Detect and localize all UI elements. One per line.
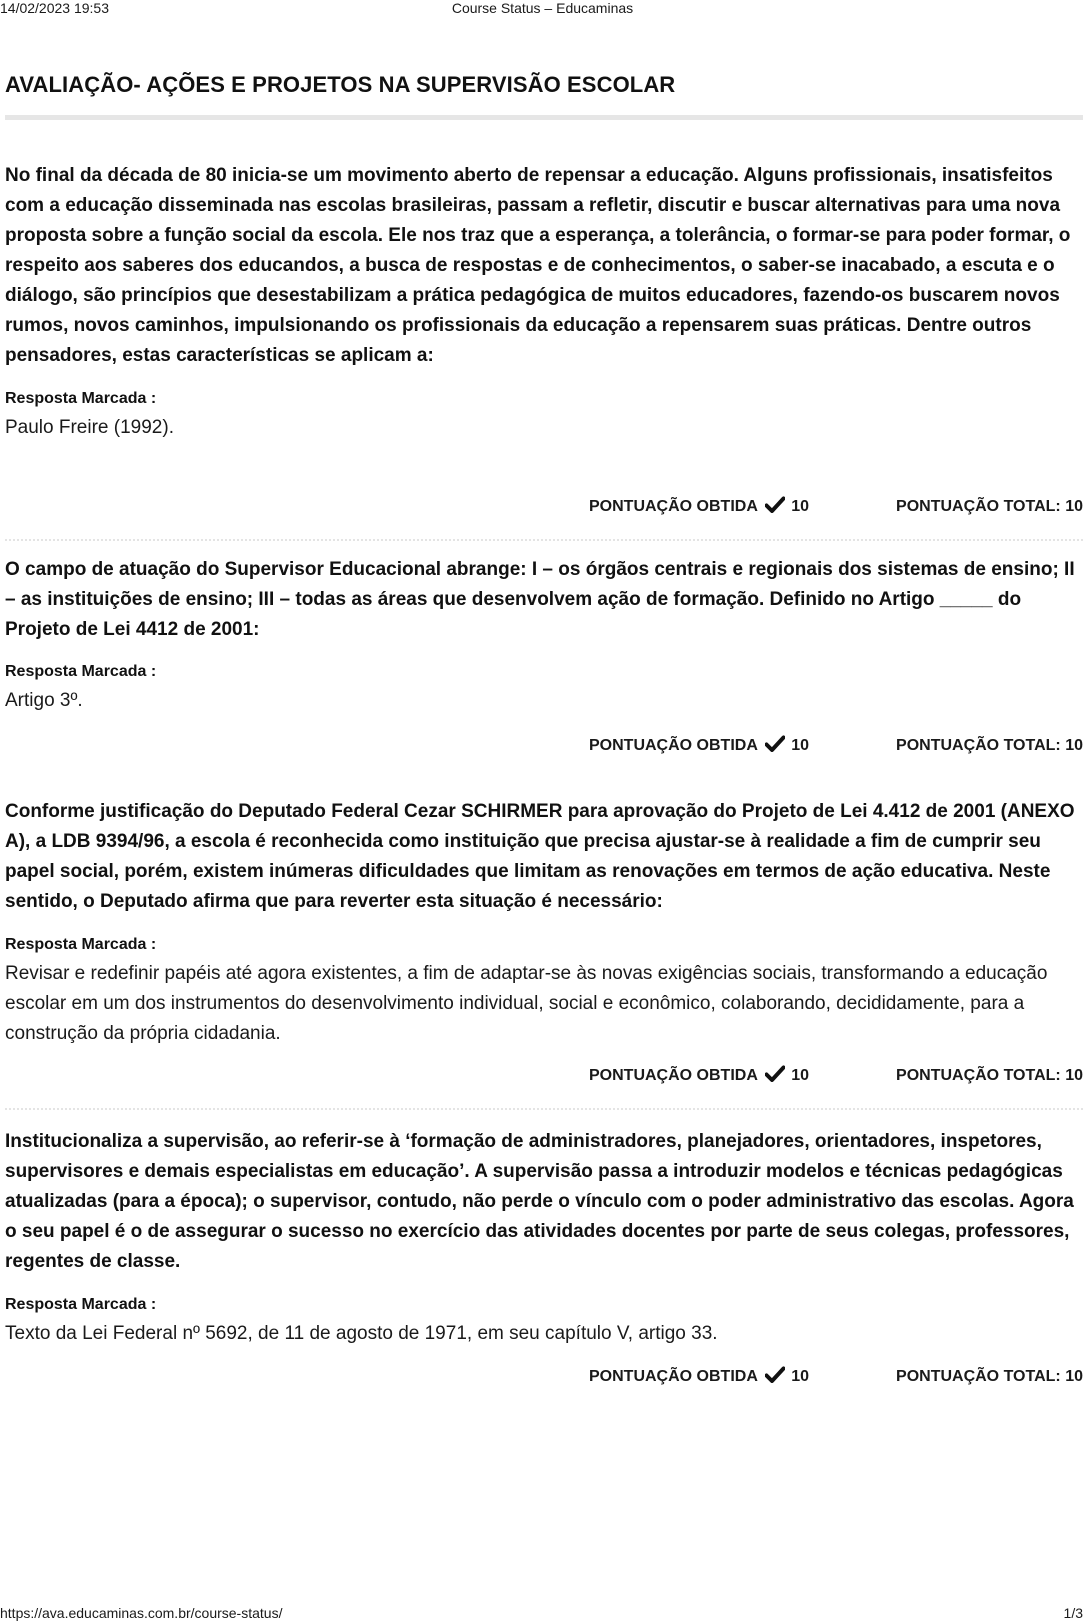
score-total-value: 10 — [1065, 1067, 1083, 1084]
answer-text: Texto da Lei Federal nº 5692, de 11 de agosto de 1971, em seu capítulo V, artigo 33. — [5, 1323, 718, 1344]
question-1 — [5, 161, 1085, 443]
answer-label: Resposta Marcada : — [5, 663, 157, 680]
score-obtained-value: 10 — [791, 737, 809, 754]
check-icon — [765, 1366, 785, 1383]
question-divider — [5, 1108, 1083, 1110]
score-row-2 — [5, 735, 1083, 759]
score-obtained-label: PONTUAÇÃO OBTIDA — [589, 1067, 758, 1084]
print-doc-title: Course Status – Educaminas — [451, 0, 634, 16]
score-total — [896, 1366, 1083, 1388]
answer-label: Resposta Marcada : — [5, 390, 157, 407]
score-total-value: 10 — [1065, 737, 1083, 754]
score-total-label: PONTUAÇÃO TOTAL: — [896, 1067, 1061, 1084]
score-obtained-value: 10 — [791, 498, 809, 515]
score-total-value: 10 — [1065, 498, 1083, 515]
question-text: Institucionaliza a supervisão, ao referir-se à ‘formação de administradores, planejadores, orientadores, inspetores, supervisores e demais especialistas em educação’. A supervisão passa a introduzir modelos e técnicas pedagógicas atualizadas (para a época); o supervisor, contudo, não perde o vínculo com o poder administrativo das escolas. Agora o seu papel é o de assegurar o sucesso no exercício das atividades docentes por parte de seus colegas, professores, regentes de classe. — [5, 1131, 1074, 1272]
score-total-value: 10 — [1065, 1368, 1083, 1385]
check-icon — [765, 1065, 785, 1082]
check-icon — [765, 496, 785, 513]
score-obtained — [589, 735, 809, 757]
heading-divider — [5, 115, 1083, 120]
score-obtained — [589, 1366, 809, 1388]
score-obtained-label: PONTUAÇÃO OBTIDA — [589, 737, 758, 754]
score-obtained — [589, 1065, 809, 1087]
question-2 — [5, 555, 1085, 716]
score-obtained-value: 10 — [791, 1368, 809, 1385]
answer-text: Paulo Freire (1992). — [5, 417, 174, 438]
question-divider — [5, 539, 1083, 541]
score-obtained-label: PONTUAÇÃO OBTIDA — [589, 498, 758, 515]
score-total-label: PONTUAÇÃO TOTAL: — [896, 498, 1061, 515]
question-text: Conforme justificação do Deputado Federal Cezar SCHIRMER para aprovação do Projeto de Lei 4.412 de 2001 (ANEXO A), a LDB 9394/96, a escola é reconhecida como instituição que precisa ajustar-se à realidade a fim de cumprir seu papel social, porém, existem inúmeras dificuldades que limitam as renovações em termos de ação educativa. Neste sentido, o Deputado afirma que para reverter esta situação é necessário: — [5, 801, 1075, 912]
score-total-label: PONTUAÇÃO TOTAL: — [896, 1368, 1061, 1385]
score-total — [896, 735, 1083, 757]
print-header — [0, 0, 1085, 20]
score-obtained-label: PONTUAÇÃO OBTIDA — [589, 1368, 758, 1385]
check-icon — [765, 735, 785, 752]
score-row-3 — [5, 1065, 1083, 1089]
score-total — [896, 1065, 1083, 1087]
page-title: AVALIAÇÃO- AÇÕES E PROJETOS NA SUPERVISÃO ESCOLAR — [5, 72, 676, 97]
score-obtained — [589, 496, 809, 518]
question-text: No final da década de 80 inicia-se um movimento aberto de repensar a educação. Alguns profissionais, insatisfeitos com a educação disseminada nas escolas brasileiras, passam a refletir, discutir e buscar alternativas para uma nova proposta sobre a função social da escola. Ele nos traz que a esperança, a tolerância, o formar-se para poder formar, o respeito aos saberes dos educandos, a busca de respostas e de conhecimentos, o saber-se inacabado, a escuta e o diálogo, são princípios que desestabilizam a prática pedagógica de muitos educadores, fazendo-os buscarem novos rumos, novos caminhos, impulsionando os profissionais da educação a repensarem suas práticas. Dentre outros pensadores, estas características se aplicam a: — [5, 165, 1071, 366]
answer-label: Resposta Marcada : — [5, 936, 157, 953]
print-date: 14/02/2023 19:53 — [0, 0, 109, 16]
score-total — [896, 496, 1083, 518]
score-row-1 — [5, 496, 1083, 520]
print-url: https://ava.educaminas.com.br/course-status/ — [0, 1605, 283, 1621]
print-footer — [0, 1605, 1085, 1623]
score-obtained-value: 10 — [791, 1067, 809, 1084]
question-text: O campo de atuação do Supervisor Educacional abrange: I – os órgãos centrais e regionais dos sistemas de ensino; II – as instituições de ensino; III – todas as áreas que desenvolvem ação de formação. Definido no Artigo _____ do Projeto de Lei 4412 de 2001: — [5, 559, 1075, 640]
answer-label: Resposta Marcada : — [5, 1296, 157, 1313]
score-row-4 — [5, 1366, 1083, 1390]
score-total-label: PONTUAÇÃO TOTAL: — [896, 737, 1061, 754]
question-4 — [5, 1127, 1085, 1349]
question-3 — [5, 797, 1085, 1049]
page-number: 1/3 — [1063, 1605, 1083, 1621]
answer-text: Revisar e redefinir papéis até agora existentes, a fim de adaptar-se às novas exigências sociais, transformando a educação escolar em um dos instrumentos do desenvolvimento individual, social e econômico, colaborando, decididamente, para a construção da própria cidadania. — [5, 963, 1048, 1044]
answer-text: Artigo 3º. — [5, 690, 83, 711]
